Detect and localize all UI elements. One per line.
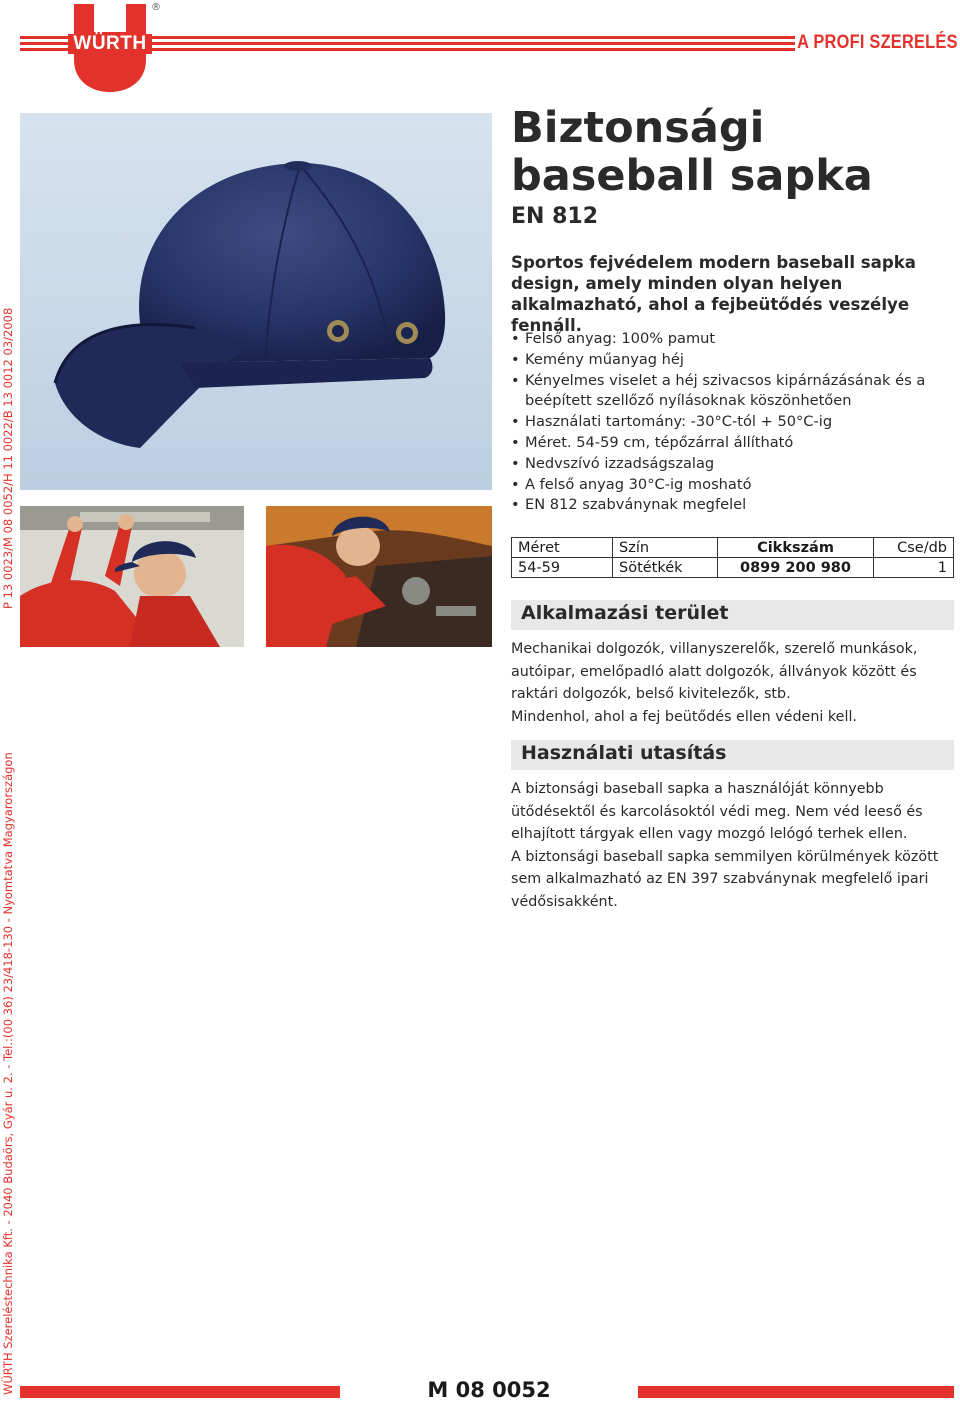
usage-paragraph: A biztonsági baseball sapka semmilyen körülmények között sem alkalmazható az EN 397 szabványnak megfelelő ipari védősisakként. <box>511 848 939 910</box>
wurth-logo <box>68 2 152 94</box>
feature-item: • Nedvszívó izzadságszalag <box>511 454 941 475</box>
application-paragraph: Mindenhol, ahol a fej beütődés ellen védeni kell. <box>511 708 857 725</box>
brand-name: WÜRTH <box>68 34 152 54</box>
feature-item: • A felső anyag 30°C-ig mosható <box>511 475 941 496</box>
col-header-article-number: Cikkszám <box>718 538 874 558</box>
usage-heading: Használati utasítás <box>521 742 727 764</box>
footer-bar-right <box>638 1386 954 1398</box>
col-header-size: Méret <box>512 538 613 558</box>
col-header-color: Szín <box>613 538 718 558</box>
cell-size: 54-59 <box>512 558 613 578</box>
feature-item: • EN 812 szabványnak megfelel <box>511 495 941 516</box>
application-heading: Alkalmazási terület <box>521 602 729 624</box>
cell-article-number: 0899 200 980 <box>718 558 874 578</box>
cell-pack-qty: 1 <box>874 558 954 578</box>
feature-item: • Kényelmes viselet a héj szivacsos kipárnázásának és a beépített szellőző nyílásoknak köszönhetően <box>511 371 941 413</box>
footer-bar-left <box>20 1386 340 1398</box>
application-text <box>511 638 956 728</box>
usage-heading-bar <box>511 740 954 770</box>
side-company-info: WÜRTH Szereléstechnika Kft. - 2040 Budaörs, Gyár u. 2. - Tel.:(00 36) 23/418-130 - Nyomtatva Magyarországon <box>1 752 15 1395</box>
feature-item: • Használati tartomány: -30°C-tól + 50°C-ig <box>511 412 941 433</box>
photo-worker-overhead <box>20 506 244 647</box>
slogan: A PROFI SZERELÉS <box>797 32 958 53</box>
table-row <box>512 558 954 578</box>
feature-item: • Felső anyag: 100% pamut <box>511 329 941 350</box>
col-header-pack-qty: Cse/db <box>874 538 954 558</box>
usage-paragraph: A biztonsági baseball sapka a használóját könnyebb ütődésektől és karcolásoktól védi meg. Nem véd leeső és elhajított tárgyak ellen vagy mozgó lelógó terhek ellen. <box>511 781 923 842</box>
photo-worker-engine <box>266 506 492 647</box>
product-standard: EN 812 <box>511 204 599 229</box>
side-reference-codes: P 13 0023/M 08 0052/H 11 0022/B 13 0012 03/2008 <box>1 307 15 609</box>
registered-mark: ® <box>151 2 161 13</box>
product-title: Biztonsági baseball sapka <box>511 103 873 201</box>
cell-color: Sötétkék <box>613 558 718 578</box>
application-paragraph: Mechanikai dolgozók, villanyszerelők, szerelő munkások, autóipar, emelőpadló alatt dolgozók, állványok között és raktári dolgozók, belső kivitelezők, stb. <box>511 641 918 702</box>
product-lead: Sportos fejvédelem modern baseball sapka design, amely minden olyan helyen alkalmazható, ahol a fejbeütődés veszélye fennáll. <box>511 253 916 335</box>
usage-text <box>511 778 956 913</box>
application-heading-bar <box>511 600 954 630</box>
feature-item: • Kemény műanyag héj <box>511 350 941 371</box>
spec-table-header <box>512 538 954 558</box>
product-photo-cap <box>20 113 492 490</box>
spec-table <box>511 537 954 578</box>
document-code: M 08 0052 <box>427 1378 551 1402</box>
feature-list <box>511 329 941 516</box>
feature-item: • Méret. 54-59 cm, tépőzárral állítható <box>511 433 941 454</box>
